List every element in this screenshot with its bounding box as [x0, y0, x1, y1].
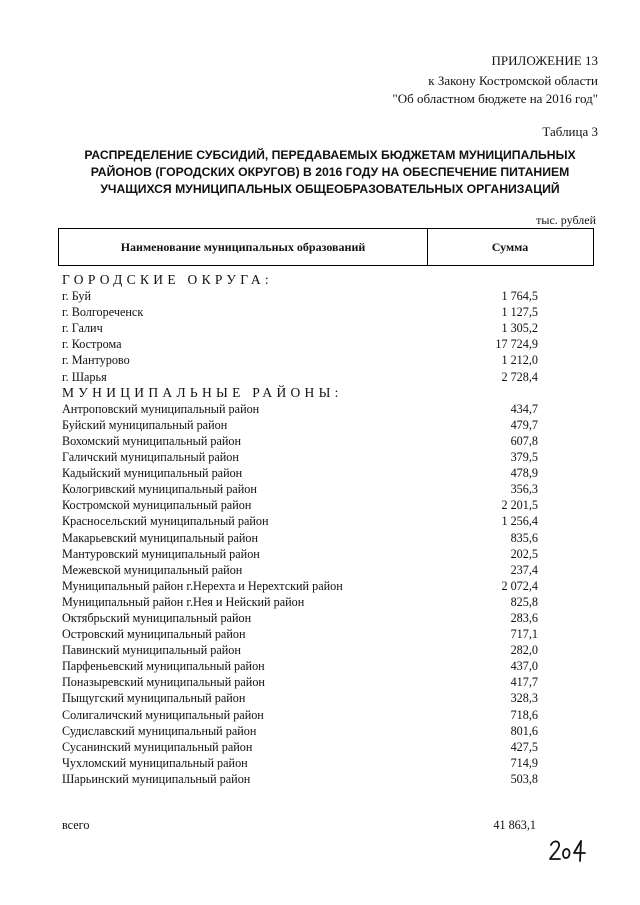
subsidy-amount: 801,6	[510, 723, 538, 738]
column-header-name: Наименование муниципальных образований	[59, 229, 428, 265]
municipality-name: г. Шарья	[62, 369, 107, 384]
municipality-name: Павинский муниципальный район	[62, 643, 241, 658]
handwritten-page-number	[547, 836, 589, 864]
municipality-name: Красносельский муниципальный район	[62, 514, 269, 529]
subsidy-amount: 2 072,4	[501, 578, 538, 593]
table-row	[62, 594, 538, 610]
document-title	[62, 147, 598, 198]
municipality-name: Парфеньевский муниципальный район	[62, 659, 265, 674]
subsidy-amount: 1 764,5	[501, 289, 538, 304]
table-row	[62, 642, 538, 658]
subsidy-amount: 417,7	[510, 675, 538, 690]
unit-label: тыс. рублей	[536, 213, 596, 227]
table-row	[62, 497, 538, 513]
municipality-name: Буйский муниципальный район	[62, 417, 228, 432]
table-row	[62, 674, 538, 690]
subsidy-amount: 478,9	[510, 466, 538, 481]
table-row	[62, 401, 538, 417]
table-row	[62, 723, 538, 739]
municipality-name: Макарьевский муниципальный район	[62, 530, 259, 545]
table-row	[62, 304, 538, 320]
subsidy-amount: 718,6	[510, 707, 538, 722]
section-heading	[62, 272, 538, 288]
table-row	[62, 369, 538, 385]
table-row	[62, 610, 538, 626]
municipality-name: Костромской муниципальный район	[62, 498, 252, 513]
table-row	[62, 578, 538, 594]
table-row	[62, 626, 538, 642]
subsidy-amount: 2 201,5	[501, 498, 538, 513]
table-row	[62, 513, 538, 529]
table-row	[62, 449, 538, 465]
municipality-name: Антроповский муниципальный район	[62, 401, 260, 416]
subsidy-amount: 1 305,2	[501, 321, 538, 336]
subsidy-amount: 437,0	[510, 659, 538, 674]
municipality-name: г. Мантурово	[62, 353, 130, 368]
subsidy-amount: 202,5	[510, 546, 538, 561]
subsidy-amount: 237,4	[510, 562, 538, 577]
table-row	[62, 417, 538, 433]
subsidy-amount: 503,8	[510, 771, 538, 786]
municipality-name: Муниципальный район г.Нея и Нейский район	[62, 594, 305, 609]
municipality-name: Галичский муниципальный район	[62, 450, 239, 465]
subsidy-amount: 1 256,4	[501, 514, 538, 529]
table-row	[62, 546, 538, 562]
table-row	[62, 707, 538, 723]
subsidy-amount: 328,3	[510, 691, 538, 706]
total-value: 41 863,1	[493, 818, 536, 832]
appendix-label: ПРИЛОЖЕНИЕ 13	[491, 53, 598, 68]
table-row	[62, 530, 538, 546]
municipality-name: Островский муниципальный район	[62, 627, 246, 642]
municipality-name: г. Кострома	[62, 337, 122, 352]
table-row	[62, 320, 538, 336]
municipality-name: г. Буй	[62, 289, 92, 304]
municipality-name: Солигаличский муниципальный район	[62, 707, 264, 722]
municipality-name: Шарьинский муниципальный район	[62, 771, 251, 786]
title-line-2: РАЙОНОВ (ГОРОДСКИХ ОКРУГОВ) В 2016 ГОДУ НА ОБЕСПЕЧЕНИЕ ПИТАНИЕМ	[90, 165, 570, 179]
table-number: Таблица 3	[542, 124, 598, 139]
subsidy-amount: 379,5	[510, 450, 538, 465]
table-row	[62, 352, 538, 368]
section-title: МУНИЦИПАЛЬНЫЕ РАЙОНЫ:	[62, 384, 343, 400]
section-title: ГОРОДСКИЕ ОКРУГА:	[62, 272, 273, 287]
subsidy-amount: 282,0	[510, 643, 538, 658]
table-row	[62, 658, 538, 674]
table-row	[62, 562, 538, 578]
table-row	[62, 433, 538, 449]
subsidy-amount: 2 728,4	[501, 369, 538, 384]
table-row	[62, 690, 538, 706]
table-row	[62, 465, 538, 481]
municipality-name: Пыщугский муниципальный район	[62, 691, 246, 706]
municipality-name: Октябрьский муниципальный район	[62, 610, 252, 625]
table-body	[62, 272, 538, 787]
municipality-name: Мантуровский муниципальный район	[62, 546, 260, 561]
subsidy-amount: 17 724,9	[495, 337, 538, 352]
subsidy-amount: 714,9	[510, 755, 538, 770]
municipality-name: Вохомский муниципальный район	[62, 433, 242, 448]
table-row	[62, 771, 538, 787]
title-line-1: РАСПРЕДЕЛЕНИЕ СУБСИДИЙ, ПЕРЕДАВАЕМЫХ БЮДЖЕТАМ МУНИЦИПАЛЬНЫХ	[84, 148, 576, 162]
subsidy-amount: 835,6	[510, 530, 538, 545]
municipality-name: Кологривский муниципальный район	[62, 482, 257, 497]
subsidy-amount: 434,7	[510, 401, 538, 416]
budget-law-title: "Об областном бюджете на 2016 год"	[392, 91, 598, 106]
subsidy-amount: 607,8	[510, 433, 538, 448]
subsidy-amount: 283,6	[510, 610, 538, 625]
municipality-name: г. Галич	[62, 321, 103, 336]
total-row	[62, 818, 536, 834]
table-header	[58, 228, 594, 266]
municipality-name: Межевской муниципальный район	[62, 562, 243, 577]
municipality-name: г. Волгореченск	[62, 305, 144, 320]
section-heading	[62, 385, 538, 401]
subsidy-amount: 825,8	[510, 594, 538, 609]
municipality-name: Кадыйский муниципальный район	[62, 466, 243, 481]
municipality-name: Муниципальный район г.Нерехта и Нерехтский район	[62, 578, 343, 593]
column-header-sum: Сумма	[491, 239, 529, 254]
law-reference: к Закону Костромской области	[428, 73, 598, 88]
subsidy-amount: 1 212,0	[501, 353, 538, 368]
subsidy-amount: 717,1	[510, 627, 538, 642]
municipality-name: Поназыревский муниципальный район	[62, 675, 265, 690]
municipality-name: Судиславский муниципальный район	[62, 723, 257, 738]
subsidy-amount: 1 127,5	[501, 305, 538, 320]
subsidy-amount: 356,3	[510, 482, 538, 497]
table-row	[62, 481, 538, 497]
title-line-3: УЧАЩИХСЯ МУНИЦИПАЛЬНЫХ ОБЩЕОБРАЗОВАТЕЛЬНЫХ ОРГАНИЗАЦИЙ	[100, 182, 560, 196]
municipality-name: Сусанинский муниципальный район	[62, 739, 253, 754]
table-row	[62, 755, 538, 771]
subsidy-amount: 479,7	[510, 417, 538, 432]
table-row	[62, 288, 538, 304]
table-row	[62, 739, 538, 755]
total-label: всего	[62, 818, 90, 832]
subsidy-amount: 427,5	[510, 739, 538, 754]
table-row	[62, 336, 538, 352]
municipality-name: Чухломский муниципальный район	[62, 755, 248, 770]
